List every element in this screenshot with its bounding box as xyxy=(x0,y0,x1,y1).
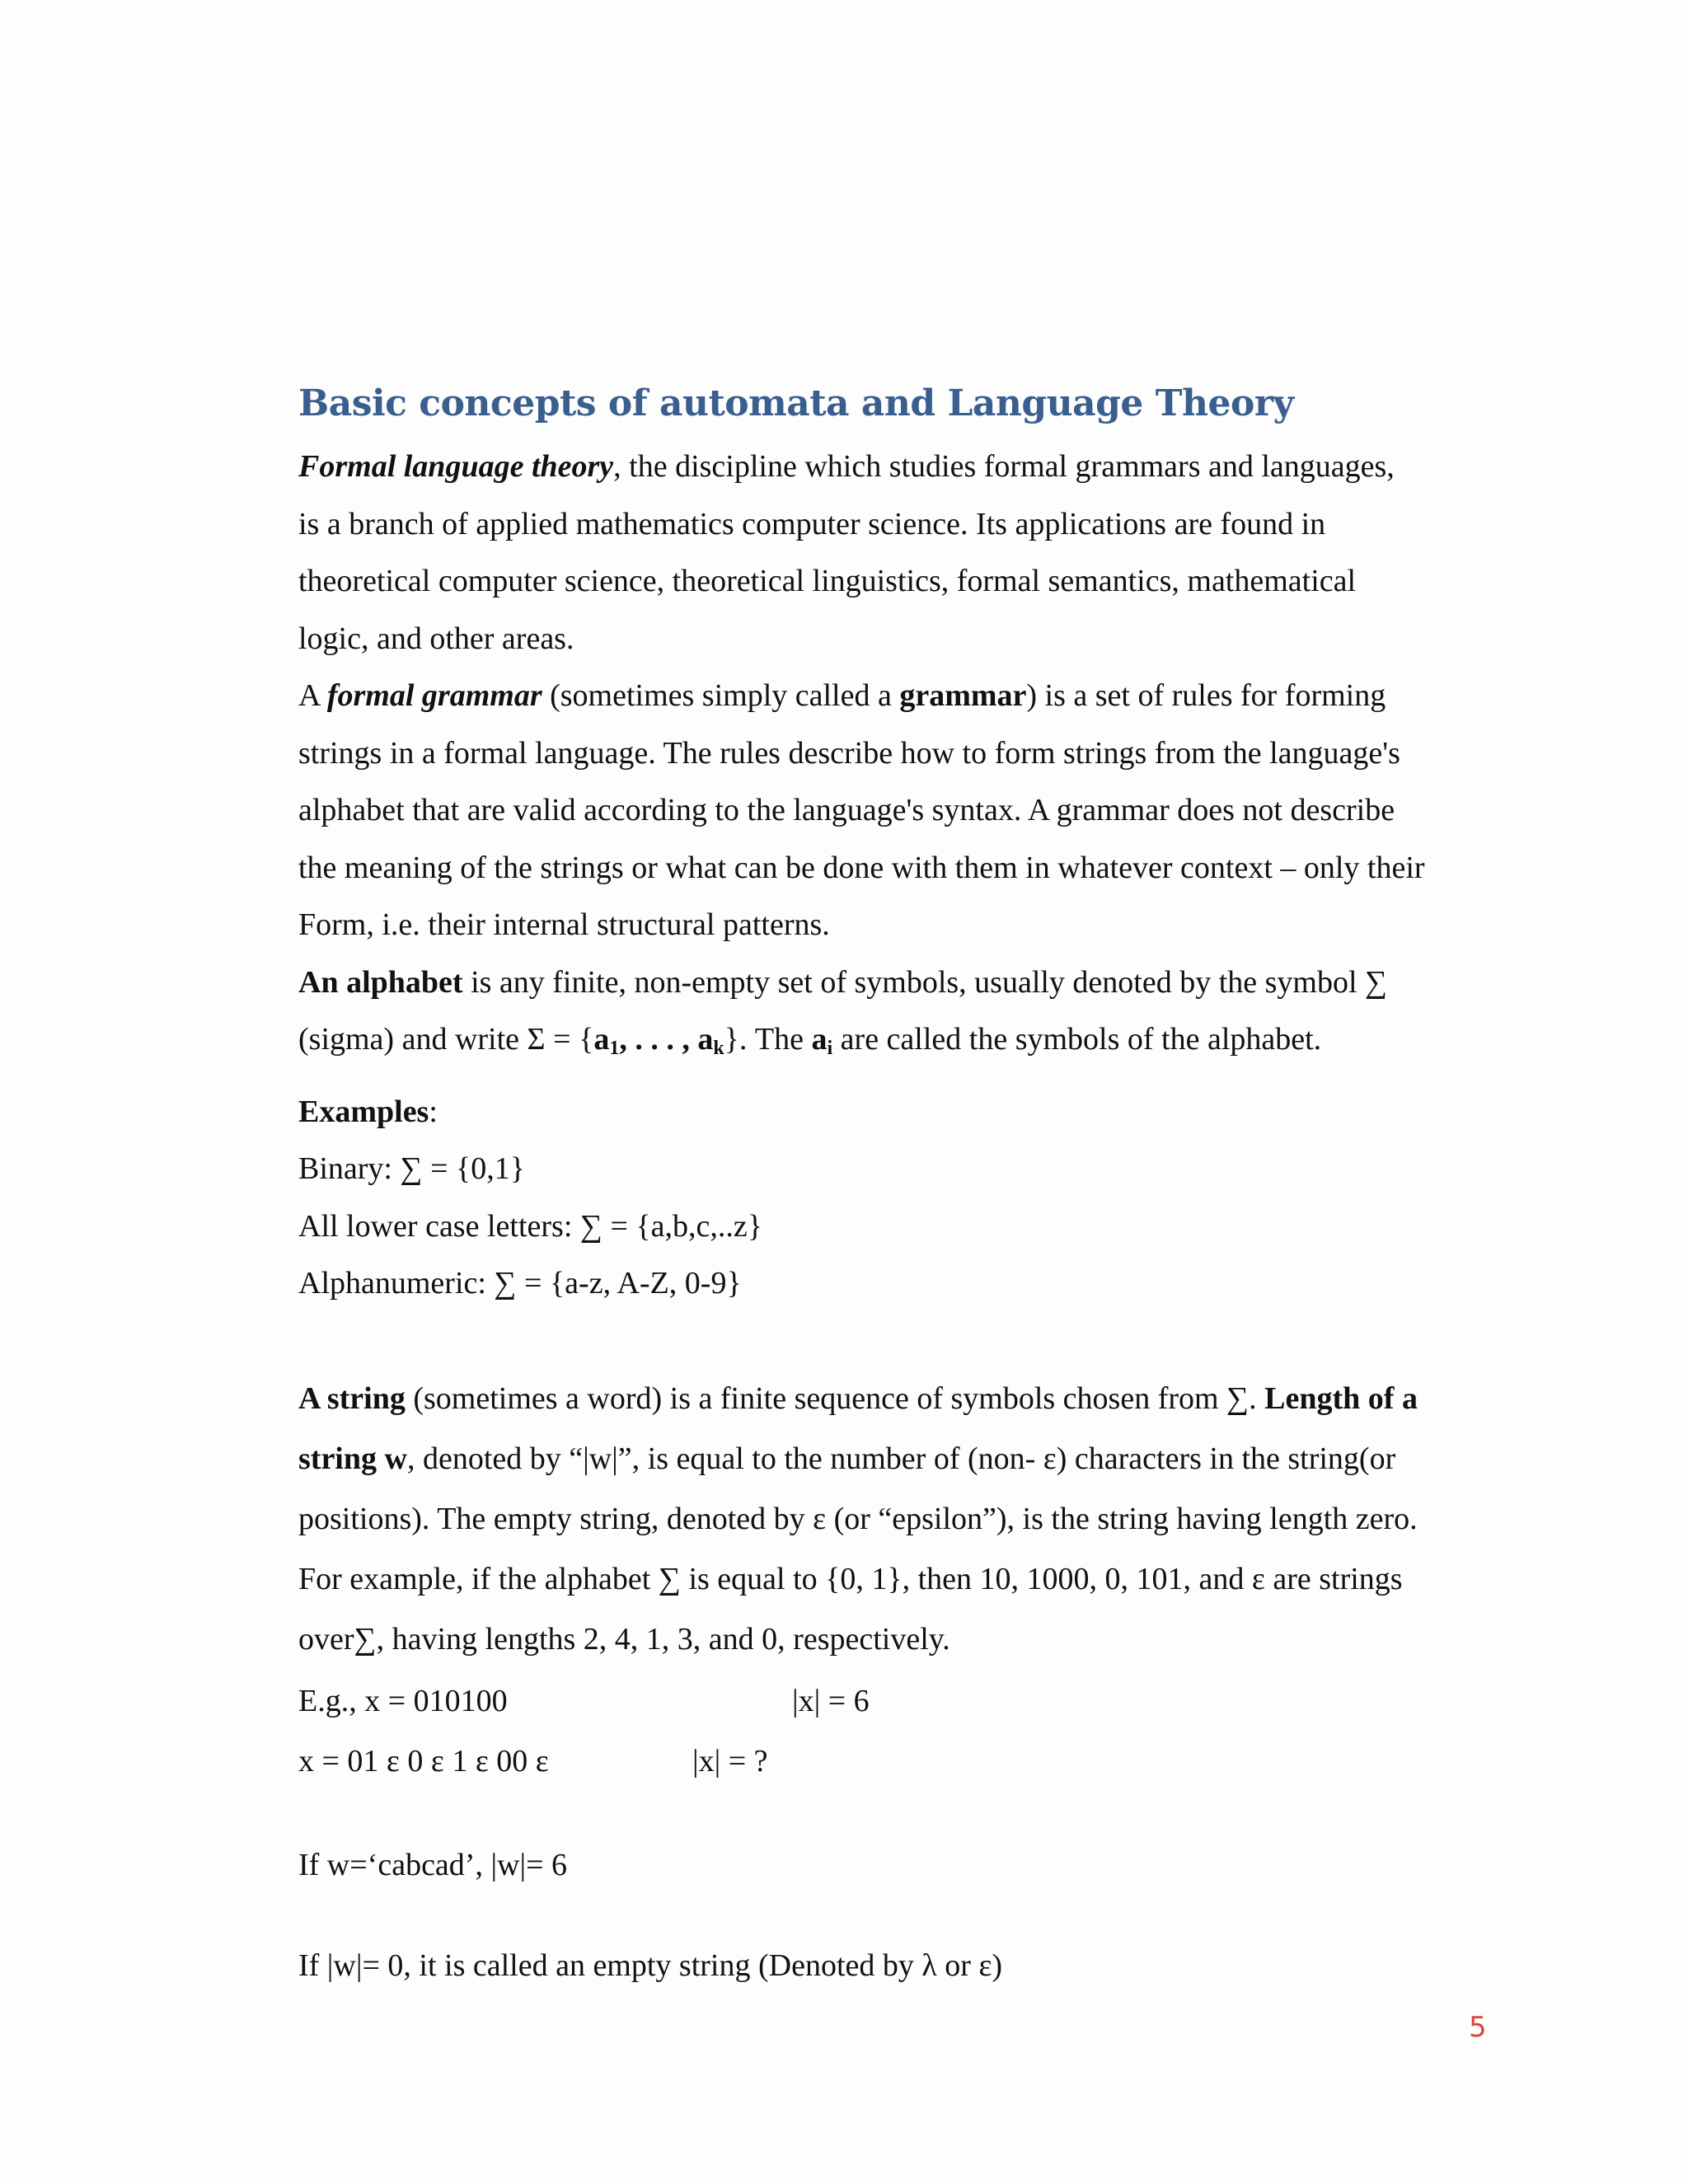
paragraph-alphabet xyxy=(298,954,1502,1069)
text-line: If w=‘cabcad’, |w|= 6 xyxy=(298,1847,568,1882)
example-row xyxy=(298,1671,1502,1732)
text-line xyxy=(298,1431,1502,1491)
spacer xyxy=(298,1894,1502,1938)
examples-section xyxy=(298,1084,1502,1313)
example-left: E.g., x = 010100 xyxy=(298,1683,508,1718)
text-line: Form, i.e. their internal structural patterns. xyxy=(298,907,830,942)
term-string: A string xyxy=(298,1380,406,1416)
page-title: Basic concepts of automata and Language Theory xyxy=(298,382,1294,424)
text-line: is a branch of applied mathematics computer science. Its applications are found in xyxy=(298,506,1326,541)
text-line: logic, and other areas. xyxy=(298,621,574,656)
term-alphabet: An alphabet xyxy=(298,964,463,1000)
text-span: (sometimes a word) is a finite sequence of symbols chosen from ∑. xyxy=(405,1380,1265,1416)
examples-heading xyxy=(298,1084,1502,1141)
paragraph-string xyxy=(298,1371,1502,1671)
term-grammar: grammar xyxy=(899,678,1027,713)
term-formal-grammar: formal grammar xyxy=(326,678,542,713)
text-span: }. The xyxy=(724,1022,812,1057)
text-line: If |w|= 0, it is called an empty string (Denoted by λ or ε) xyxy=(298,1948,1003,1983)
text-span: , the discipline which studies formal grammars and languages, xyxy=(613,449,1395,484)
example-right: |x| = 6 xyxy=(792,1683,870,1718)
text-line: the meaning of the strings or what can be done with them in whatever context – only their xyxy=(298,850,1425,885)
example-item: Binary: ∑ = {0,1} xyxy=(298,1151,525,1186)
example-left: x = 01 ε 0 ε 1 ε 00 ε xyxy=(298,1743,549,1779)
text-span: (sometimes simply called a xyxy=(542,678,900,713)
text-line: alphabet that are valid according to the language's syntax. A grammar does not describe xyxy=(298,793,1395,827)
example-item: All lower case letters: ∑ = {a,b,c,..z} xyxy=(298,1208,762,1244)
text-span: are called the symbols of the alphabet. xyxy=(832,1022,1322,1057)
text-line xyxy=(298,438,1502,496)
text-span: ) is a set of rules for forming xyxy=(1026,678,1386,713)
subscript: 1 xyxy=(609,1038,620,1059)
text-line: strings in a formal language. The rules describe how to form strings from the language's xyxy=(298,735,1400,771)
text-span: (sigma) and write Σ = { xyxy=(298,1022,594,1057)
examples-title: Examples xyxy=(298,1094,429,1129)
text-line xyxy=(298,954,1502,1012)
spacer xyxy=(298,1792,1502,1837)
symbol-a: a xyxy=(811,1022,828,1057)
text-line: positions). The empty string, denoted by ε (or “epsilon”), is the string having length zero. xyxy=(298,1501,1418,1536)
paragraph-formal-language-theory xyxy=(298,438,1502,668)
example-right: |x| = ? xyxy=(692,1743,768,1779)
example-row xyxy=(298,1732,1502,1792)
page-number: 5 xyxy=(1469,2011,1487,2044)
text-line: over∑, having lengths 2, 4, 1, 3, and 0, respectively. xyxy=(298,1621,950,1657)
text-line: theoretical computer science, theoretical linguistics, formal semantics, mathematical xyxy=(298,564,1357,598)
text-line xyxy=(298,1011,1502,1069)
text-span: A xyxy=(298,678,327,713)
text-span: , denoted by “|w|”, is equal to the number of (non- ε) characters in the string(or xyxy=(406,1441,1396,1476)
term-string-w: string w xyxy=(298,1441,407,1476)
w-example xyxy=(298,1837,1502,1895)
text-span: is any finite, non-empty set of symbols, usually denoted by the symbol ∑ xyxy=(462,964,1388,1000)
text-span: , . . . , a xyxy=(619,1022,714,1057)
text-line xyxy=(298,668,1502,725)
text-line: For example, if the alphabet ∑ is equal to {0, 1}, then 10, 1000, 0, 101, and ε are strings xyxy=(298,1561,1403,1596)
page-content xyxy=(298,376,1502,1995)
example-item: Alphanumeric: ∑ = {a-z, A-Z, 0-9} xyxy=(298,1266,742,1301)
term-length: Length of a xyxy=(1264,1380,1418,1416)
term-formal-language-theory: Formal language theory xyxy=(298,449,614,484)
paragraph-formal-grammar xyxy=(298,668,1502,954)
text-line xyxy=(298,1371,1502,1431)
text-span: : xyxy=(429,1094,438,1129)
empty-string-example xyxy=(298,1938,1502,1995)
subscript: k xyxy=(713,1038,724,1059)
subscript: i xyxy=(827,1038,833,1059)
spacer xyxy=(298,1313,1502,1371)
symbol-a: a xyxy=(593,1022,610,1057)
